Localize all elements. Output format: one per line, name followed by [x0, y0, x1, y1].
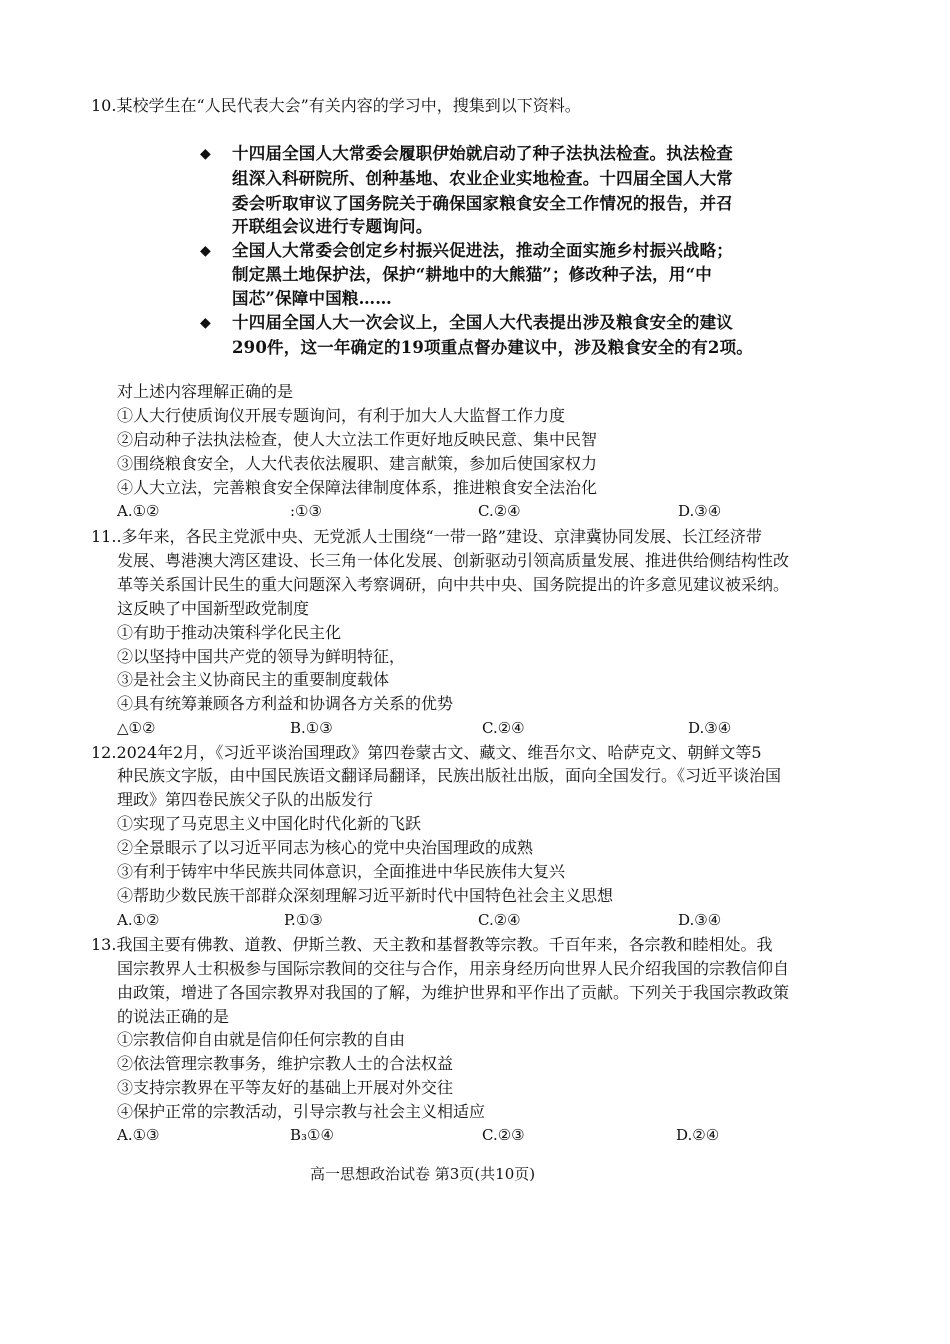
q10-material-line: 制定黑土地保护法，保护“耕地中的大熊猫”；修改种子法，用“中 — [232, 265, 712, 284]
q11-stem-line: 11..多年来，各民主党派中央、无党派人士围绕“一带一路”建设、京津冀协同发展、长江经济带 — [91, 527, 762, 546]
q13-item: ②依法管理宗教事务，维护宗教人士的合法权益 — [117, 1054, 454, 1073]
q13-stem-line: 国宗教界人士积极参与国际宗教间的交往与合作，用亲身经历向世界人民介绍我国的宗教信仰自 — [117, 959, 790, 978]
q13-stem-line: 由政策，增进了各国宗教界对我国的了解，为维护世界和平作出了贡献。下列关于我国宗教政策 — [117, 983, 790, 1002]
q11-item: ①有助于推动决策科学化民主化 — [117, 623, 342, 642]
q13-option-b: B₃①④ — [290, 1126, 334, 1144]
diamond-bullet-icon: ◆ — [200, 243, 211, 259]
q10-item: ③围绕粮食安全，人大代表依法履职、建言献策，参加后使国家权力 — [117, 454, 598, 473]
q13-item: ④保护正常的宗教活动，引导宗教与社会主义相适应 — [117, 1102, 486, 1121]
q10-question: 对上述内容理解正确的是 — [117, 382, 294, 401]
q10-material-line: 委会听取审议了国务院关于确保国家粮食安全工作情况的报告，并召 — [232, 194, 733, 213]
q11-item: ③是社会主义协商民主的重要制度载体 — [117, 670, 390, 689]
q12-item: ②全景眼示了以习近平同志为核心的党中央治国理政的成熟 — [117, 838, 534, 857]
q10-option-a: A.①② — [117, 502, 160, 520]
q12-option-a: A.①② — [117, 911, 160, 929]
q13-stem-line: 13.我国主要有佛教、道教、伊斯兰教、天主教和基督教等宗教。千百年来，各宗教和睦相处。我 — [91, 935, 773, 954]
q10-material-line: 开联组会议进行专题询问。 — [232, 217, 433, 236]
q11-stem-line: 革等关系国计民生的重大问题深入考察调研，向中共中央、国务院提出的许多意见建议被采纳。 — [117, 575, 790, 594]
q13-option-a: A.①③ — [117, 1126, 160, 1144]
q12-option-b: P.①③ — [284, 911, 323, 929]
q12-item: ④帮助少数民族干部群众深刻理解习近平新时代中国特色社会主义思想 — [117, 886, 614, 905]
q13-item: ③支持宗教界在平等友好的基础上开展对外交往 — [117, 1078, 454, 1097]
q12-stem-line: 12.2024年2月，《习近平谈治国理政》第四卷蒙古文、藏文、维吾尔文、哈萨克文、朝鲜文等5 — [91, 743, 762, 762]
q10-item: ②启动种子法执法检查，使人大立法工作更好地反映民意、集中民智 — [117, 430, 598, 449]
q12-stem-line: 种民族文字版，由中国民族语文翻译局翻译，民族出版社出版，面向全国发行。《习近平谈治国 — [117, 766, 782, 785]
q10-stem: 10.某校学生在“人民代表大会”有关内容的学习中，搜集到以下资料。 — [91, 96, 581, 115]
q13-item: ①宗教信仰自由就是信仰任何宗教的自由 — [117, 1030, 406, 1049]
q10-option-b: :①③ — [290, 502, 322, 520]
q11-stem-line: 发展、粤港澳大湾区建设、长三角一体化发展、创新驱动引领高质量发展、推进供给侧结构性改 — [117, 551, 790, 570]
q11-stem-line: 这反映了中国新型政党制度 — [117, 599, 310, 618]
q12-option-d: D.③④ — [678, 911, 722, 929]
q12-option-c: C.②④ — [478, 911, 521, 929]
q10-material-line: 组深入科研院所、创种基地、农业企业实地检查。十四届全国人大常 — [232, 169, 733, 188]
q13-option-c: C.②③ — [482, 1126, 525, 1144]
q11-option-b: B.①③ — [290, 719, 333, 737]
q11-option-d: D.③④ — [688, 719, 732, 737]
q11-option-a: △①② — [117, 719, 156, 737]
q11-item: ④具有统筹兼顾各方利益和协调各方关系的优势 — [117, 694, 454, 713]
q12-item: ③有利于铸牢中华民族共同体意识，全面推进中华民族伟大复兴 — [117, 862, 566, 881]
q12-stem-line: 理政》第四卷民族父子队的出版发行 — [117, 790, 374, 809]
q10-option-d: D.③④ — [678, 502, 722, 520]
q11-item: ②以坚持中国共产党的领导为鲜明特征， — [117, 647, 406, 666]
page-footer: 高一思想政治试卷 第3页(共10页) — [310, 1165, 536, 1183]
diamond-bullet-icon: ◆ — [200, 315, 211, 331]
diamond-bullet-icon: ◆ — [200, 146, 211, 162]
q10-material-line: 十四届全国人大一次会议上，全国人大代表提出涉及粮食安全的建议 — [232, 313, 733, 332]
q10-material-line: 国芯”保障中国粮…… — [232, 289, 392, 308]
q13-option-d: D.②④ — [676, 1126, 720, 1144]
q12-item: ①实现了马克思主义中国化时代化新的飞跃 — [117, 814, 422, 833]
q13-stem-line: 的说法正确的是 — [117, 1007, 230, 1026]
q10-item: ④人大立法，完善粮食安全保障法律制度体系，推进粮食安全法治化 — [117, 478, 598, 497]
q11-option-c: C.②④ — [482, 719, 525, 737]
q10-material-line: 290件，这一年确定的19项重点督办建议中，涉及粮食安全的有2项。 — [232, 338, 753, 357]
q10-material-line: 全国人大常委会创定乡村振兴促进法，推动全面实施乡村振兴战略； — [232, 241, 733, 260]
q10-option-c: C.②④ — [478, 502, 521, 520]
q10-material-line: 十四届全国人大常委会履职伊始就启动了种子法执法检查。执法检查 — [232, 144, 733, 163]
q10-item: ①人大行使质询仪开展专题询问，有利于加大人大监督工作力度 — [117, 406, 566, 425]
